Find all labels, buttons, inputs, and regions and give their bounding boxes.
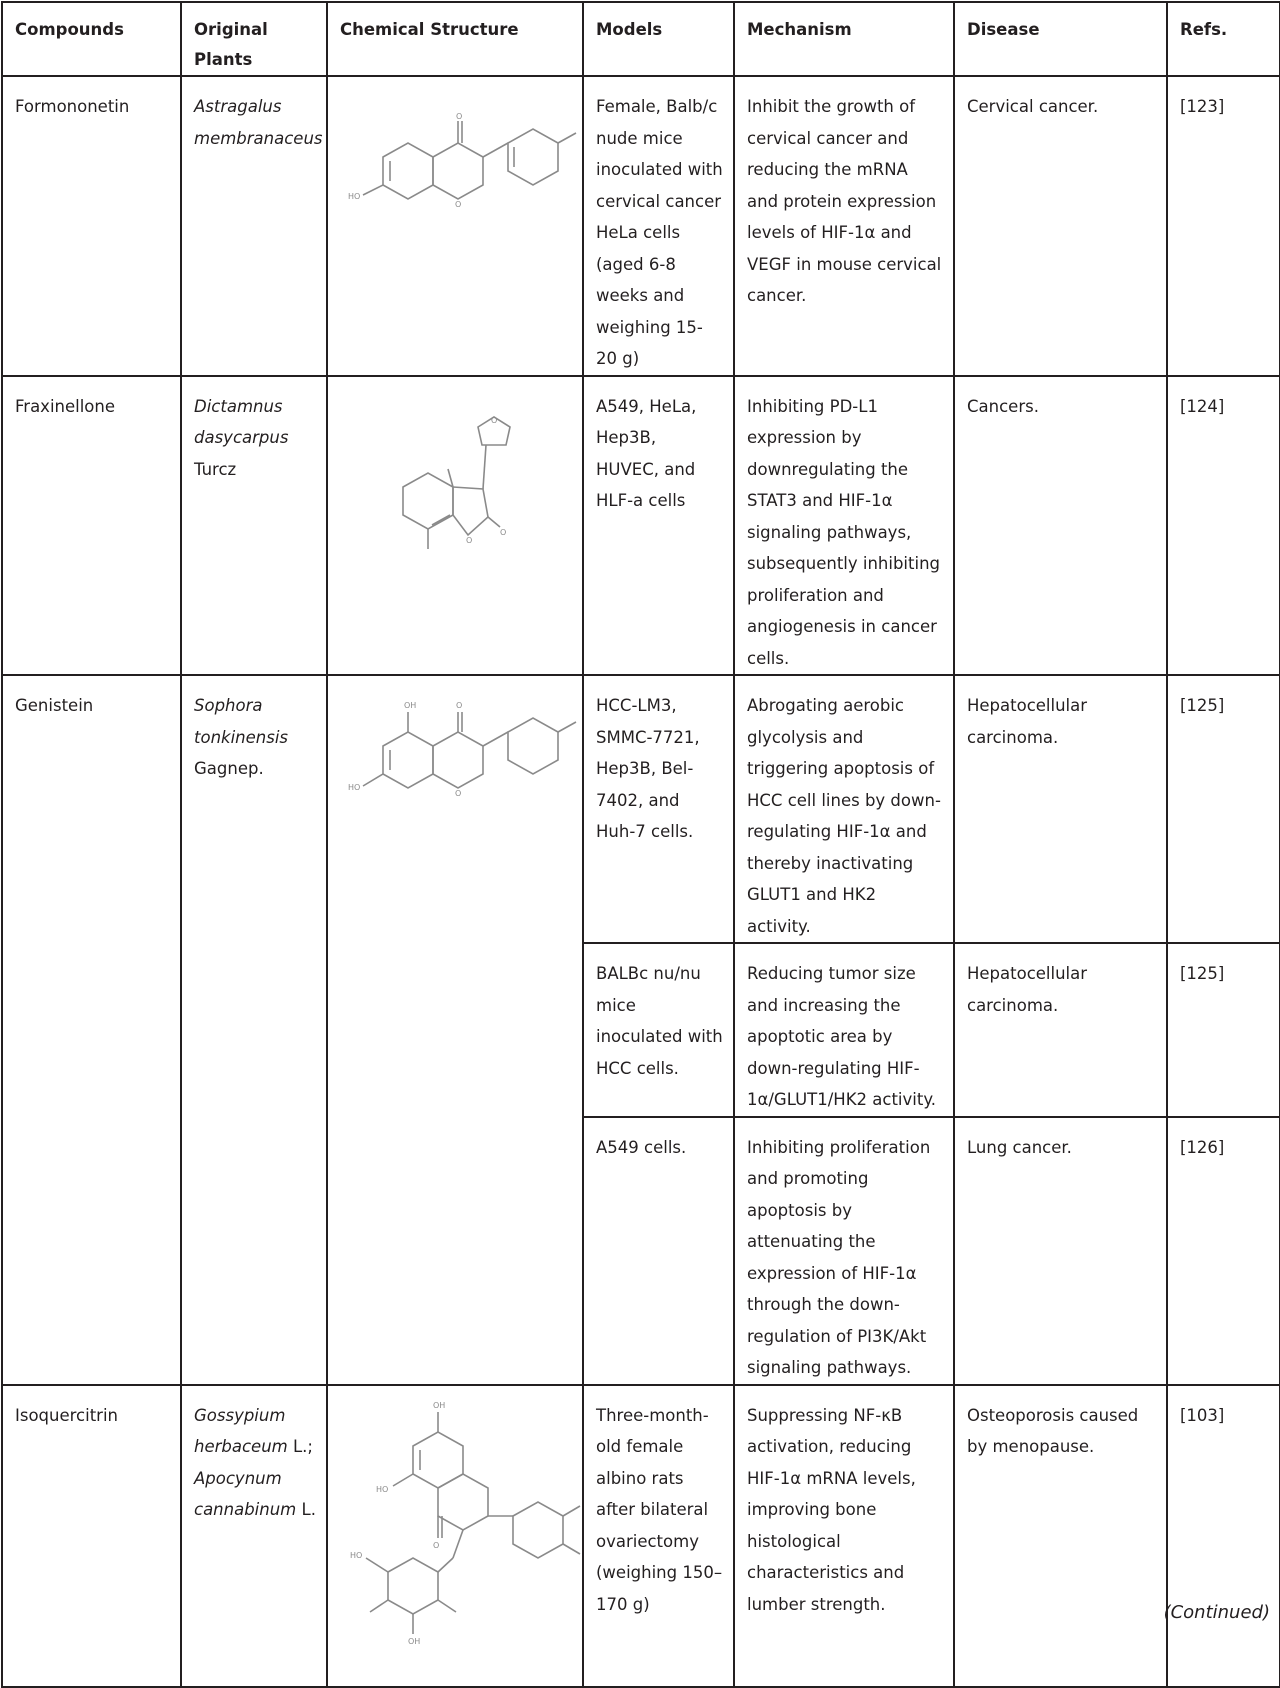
chemical-structure-cell [327, 1385, 583, 1687]
models: HCC-LM3, SMMC-7721, Hep3B, Bel-7402, and Huh-7 cells. [583, 675, 734, 943]
chemical-structure-cell [327, 675, 583, 1385]
header-row [2, 2, 1280, 76]
chemical-structure-cell [327, 76, 583, 376]
models: A549, HeLa, Hep3B, HUVEC, and HLF-a cells [583, 376, 734, 676]
mechanism: Abrogating aerobic glycolysis and triggering apoptosis of HCC cell lines by down-regulating HIF-1α and thereby inactivating GLUT1 and HK2 activity. [734, 675, 954, 943]
header-chemical-structure: Chemical Structure [327, 2, 583, 76]
ref: [126] [1167, 1117, 1280, 1385]
svg-text:O: O [500, 527, 507, 537]
compound-name: Isoquercitrin [2, 1385, 181, 1687]
svg-text:O: O [491, 415, 498, 425]
ref: [125] [1167, 675, 1280, 943]
header-mechanism: Mechanism [734, 2, 954, 76]
original-plant: Gossypium herbaceum L.; Apocynum cannabinum L. [181, 1385, 327, 1687]
header-original-plants: Original Plants [181, 2, 327, 76]
mechanism: Inhibiting PD-L1 expression by downregulating the STAT3 and HIF-1α signaling pathways, subsequently inhibiting proliferation and angiogenesis in cancer cells. [734, 376, 954, 676]
ref: [123] [1167, 76, 1280, 376]
chemical-structure-cell [327, 376, 583, 676]
table-row [2, 76, 1280, 376]
svg-text:O: O [466, 535, 473, 545]
svg-text:O: O [456, 701, 463, 710]
svg-text:OH: OH [408, 1636, 421, 1646]
original-plant: Astragalus membranaceus [181, 76, 327, 376]
compound-name: Formononetin [2, 76, 181, 376]
disease: Cervical cancer. [954, 76, 1167, 376]
ref: [125] [1167, 943, 1280, 1117]
models: Female, Balb/c nude mice inoculated with cervical cancer HeLa cells (aged 6-8 weeks and weighing 15-20 g) [583, 76, 734, 376]
svg-text:O: O [455, 789, 462, 798]
continued-note: (Continued) [1163, 1602, 1270, 1623]
mechanism: Inhibiting proliferation and promoting apoptosis by attenuating the expression of HIF-1α through the down-regulation of PI3K/Akt signaling pathways. [734, 1117, 954, 1385]
compound-name: Genistein [2, 675, 181, 1385]
svg-text:O: O [455, 200, 462, 209]
ref: [103] [1167, 1385, 1280, 1687]
isoquercitrin-structure-icon [328, 1386, 584, 1686]
table-row [2, 1385, 1280, 1687]
compound-name: Fraxinellone [2, 376, 181, 676]
models: Three-month-old female albino rats after bilateral ovariectomy (weighing 150–170 g) [583, 1385, 734, 1687]
disease: Cancers. [954, 376, 1167, 676]
mechanism: Inhibit the growth of cervical cancer and reducing the mRNA and protein expression levels of HIF-1α and VEGF in mouse cervical cancer. [734, 76, 954, 376]
disease: Osteoporosis caused by menopause. [954, 1385, 1167, 1687]
svg-text:HO: HO [350, 1550, 363, 1560]
genistein-structure-icon [328, 676, 584, 836]
svg-text:OH: OH [433, 1400, 446, 1410]
svg-text:HO: HO [348, 192, 361, 201]
header-disease: Disease [954, 2, 1167, 76]
header-compounds: Compounds [2, 2, 181, 76]
fraxinellone-structure-icon [328, 377, 584, 673]
disease: Lung cancer. [954, 1117, 1167, 1385]
ref: [124] [1167, 376, 1280, 676]
header-models: Models [583, 2, 734, 76]
svg-text:HO: HO [348, 783, 361, 792]
header-refs: Refs. [1167, 2, 1280, 76]
disease: Hepatocellular carcinoma. [954, 943, 1167, 1117]
mechanism: Reducing tumor size and increasing the apoptotic area by down-regulating HIF-1α/GLUT1/HK2 activity. [734, 943, 954, 1117]
disease: Hepatocellular carcinoma. [954, 675, 1167, 943]
models: BALBc nu/nu mice inoculated with HCC cells. [583, 943, 734, 1117]
table-row [2, 675, 1280, 943]
svg-text:O: O [456, 112, 463, 121]
original-plant: Dictamnus dasycarpus Turcz [181, 376, 327, 676]
compounds-table [1, 1, 1280, 1688]
table-row [2, 376, 1280, 676]
models: A549 cells. [583, 1117, 734, 1385]
formononetin-structure-icon [328, 77, 584, 343]
svg-text:HO: HO [376, 1484, 389, 1494]
svg-text:OH: OH [404, 701, 417, 710]
svg-text:O: O [433, 1540, 440, 1550]
original-plant: Sophora tonkinensis Gagnep. [181, 675, 327, 1385]
mechanism: Suppressing NF-κB activation, reducing HIF-1α mRNA levels, improving bone histological characteristics and lumber strength. [734, 1385, 954, 1687]
